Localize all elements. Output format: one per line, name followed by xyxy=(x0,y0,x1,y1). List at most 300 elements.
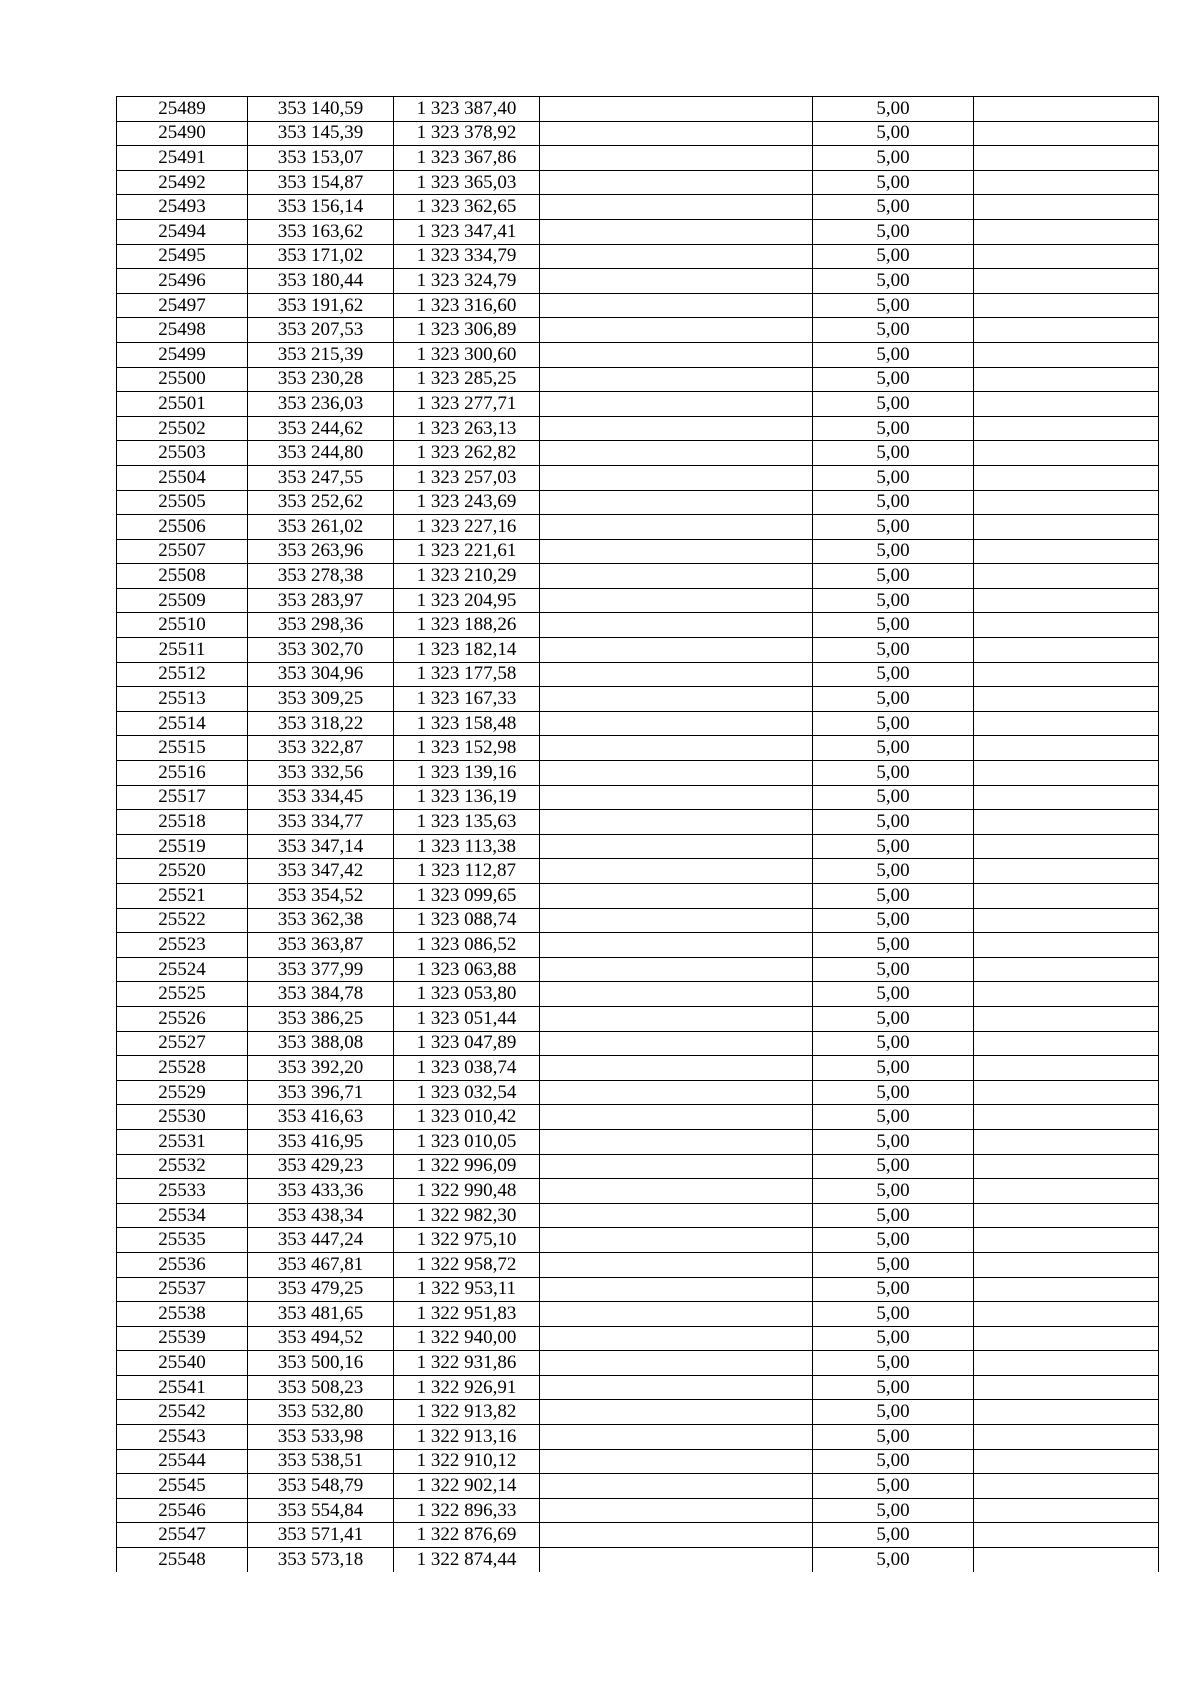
empty-cell xyxy=(974,1252,1159,1277)
value-cell: 5,00 xyxy=(813,1474,974,1499)
value-cell: 5,00 xyxy=(813,392,974,417)
y-coordinate-cell: 1 323 136,19 xyxy=(394,785,540,810)
y-coordinate-cell: 1 323 316,60 xyxy=(394,293,540,318)
y-coordinate-cell: 1 323 038,74 xyxy=(394,1056,540,1081)
point-number-cell: 25517 xyxy=(117,785,248,810)
value-cell: 5,00 xyxy=(813,318,974,343)
value-cell: 5,00 xyxy=(813,1498,974,1523)
table-row xyxy=(117,293,1159,318)
point-number-cell: 25505 xyxy=(117,490,248,515)
value-cell: 5,00 xyxy=(813,1129,974,1154)
point-number-cell: 25530 xyxy=(117,1105,248,1130)
point-number-cell: 25515 xyxy=(117,736,248,761)
empty-cell xyxy=(540,1498,813,1523)
table-row xyxy=(117,121,1159,146)
empty-cell xyxy=(974,1400,1159,1425)
y-coordinate-cell: 1 322 996,09 xyxy=(394,1154,540,1179)
x-coordinate-cell: 353 145,39 xyxy=(248,121,394,146)
empty-cell xyxy=(540,1302,813,1327)
x-coordinate-cell: 353 500,16 xyxy=(248,1351,394,1376)
point-number-cell: 25542 xyxy=(117,1400,248,1425)
empty-cell xyxy=(974,539,1159,564)
y-coordinate-cell: 1 323 167,33 xyxy=(394,687,540,712)
value-cell: 5,00 xyxy=(813,1548,974,1572)
table-row xyxy=(117,662,1159,687)
empty-cell xyxy=(540,662,813,687)
empty-cell xyxy=(974,613,1159,638)
point-number-cell: 25498 xyxy=(117,318,248,343)
y-coordinate-cell: 1 323 047,89 xyxy=(394,1031,540,1056)
value-cell: 5,00 xyxy=(813,244,974,269)
y-coordinate-cell: 1 323 277,71 xyxy=(394,392,540,417)
y-coordinate-cell: 1 323 135,63 xyxy=(394,810,540,835)
value-cell: 5,00 xyxy=(813,884,974,909)
empty-cell xyxy=(540,834,813,859)
empty-cell xyxy=(540,1523,813,1548)
y-coordinate-cell: 1 323 010,05 xyxy=(394,1129,540,1154)
empty-cell xyxy=(974,957,1159,982)
y-coordinate-cell: 1 322 876,69 xyxy=(394,1523,540,1548)
y-coordinate-cell: 1 323 204,95 xyxy=(394,588,540,613)
x-coordinate-cell: 353 298,36 xyxy=(248,613,394,638)
empty-cell xyxy=(540,465,813,490)
value-cell: 5,00 xyxy=(813,1056,974,1081)
empty-cell xyxy=(540,711,813,736)
y-coordinate-cell: 1 323 158,48 xyxy=(394,711,540,736)
empty-cell xyxy=(974,1080,1159,1105)
point-number-cell: 25527 xyxy=(117,1031,248,1056)
table-row xyxy=(117,515,1159,540)
empty-cell xyxy=(540,982,813,1007)
empty-cell xyxy=(974,293,1159,318)
table-row xyxy=(117,392,1159,417)
x-coordinate-cell: 353 347,14 xyxy=(248,834,394,859)
table-row xyxy=(117,1523,1159,1548)
point-number-cell: 25524 xyxy=(117,957,248,982)
x-coordinate-cell: 353 283,97 xyxy=(248,588,394,613)
y-coordinate-cell: 1 322 910,12 xyxy=(394,1449,540,1474)
y-coordinate-cell: 1 322 913,82 xyxy=(394,1400,540,1425)
table-row xyxy=(117,219,1159,244)
empty-cell xyxy=(540,170,813,195)
value-cell: 5,00 xyxy=(813,736,974,761)
empty-cell xyxy=(540,736,813,761)
x-coordinate-cell: 353 392,20 xyxy=(248,1056,394,1081)
x-coordinate-cell: 353 252,62 xyxy=(248,490,394,515)
point-number-cell: 25545 xyxy=(117,1474,248,1499)
empty-cell xyxy=(540,588,813,613)
y-coordinate-cell: 1 323 243,69 xyxy=(394,490,540,515)
y-coordinate-cell: 1 323 362,65 xyxy=(394,195,540,220)
table-row xyxy=(117,1326,1159,1351)
point-number-cell: 25528 xyxy=(117,1056,248,1081)
value-cell: 5,00 xyxy=(813,1228,974,1253)
y-coordinate-cell: 1 323 257,03 xyxy=(394,465,540,490)
empty-cell xyxy=(974,810,1159,835)
value-cell: 5,00 xyxy=(813,146,974,171)
empty-cell xyxy=(974,318,1159,343)
empty-cell xyxy=(540,1006,813,1031)
y-coordinate-cell: 1 323 300,60 xyxy=(394,342,540,367)
table-row xyxy=(117,195,1159,220)
table-row xyxy=(117,1031,1159,1056)
y-coordinate-cell: 1 322 896,33 xyxy=(394,1498,540,1523)
empty-cell xyxy=(540,367,813,392)
table-row xyxy=(117,1179,1159,1204)
table-row xyxy=(117,908,1159,933)
point-number-cell: 25509 xyxy=(117,588,248,613)
empty-cell xyxy=(974,687,1159,712)
y-coordinate-cell: 1 322 902,14 xyxy=(394,1474,540,1499)
empty-cell xyxy=(540,219,813,244)
x-coordinate-cell: 353 207,53 xyxy=(248,318,394,343)
point-number-cell: 25502 xyxy=(117,416,248,441)
empty-cell xyxy=(974,711,1159,736)
x-coordinate-cell: 353 153,07 xyxy=(248,146,394,171)
point-number-cell: 25548 xyxy=(117,1548,248,1572)
empty-cell xyxy=(540,195,813,220)
empty-cell xyxy=(974,97,1159,122)
x-coordinate-cell: 353 532,80 xyxy=(248,1400,394,1425)
table-row xyxy=(117,1056,1159,1081)
point-number-cell: 25513 xyxy=(117,687,248,712)
point-number-cell: 25501 xyxy=(117,392,248,417)
empty-cell xyxy=(974,1449,1159,1474)
point-number-cell: 25539 xyxy=(117,1326,248,1351)
empty-cell xyxy=(540,1375,813,1400)
empty-cell xyxy=(974,121,1159,146)
y-coordinate-cell: 1 323 210,29 xyxy=(394,564,540,589)
point-number-cell: 25543 xyxy=(117,1425,248,1450)
empty-cell xyxy=(974,515,1159,540)
y-coordinate-cell: 1 323 152,98 xyxy=(394,736,540,761)
empty-cell xyxy=(540,687,813,712)
x-coordinate-cell: 353 191,62 xyxy=(248,293,394,318)
empty-cell xyxy=(974,1056,1159,1081)
x-coordinate-cell: 353 334,77 xyxy=(248,810,394,835)
value-cell: 5,00 xyxy=(813,859,974,884)
value-cell: 5,00 xyxy=(813,687,974,712)
point-number-cell: 25535 xyxy=(117,1228,248,1253)
value-cell: 5,00 xyxy=(813,982,974,1007)
y-coordinate-cell: 1 322 975,10 xyxy=(394,1228,540,1253)
value-cell: 5,00 xyxy=(813,810,974,835)
empty-cell xyxy=(540,515,813,540)
empty-cell xyxy=(974,1154,1159,1179)
empty-cell xyxy=(540,1548,813,1572)
value-cell: 5,00 xyxy=(813,1375,974,1400)
x-coordinate-cell: 353 467,81 xyxy=(248,1252,394,1277)
point-number-cell: 25519 xyxy=(117,834,248,859)
table-row xyxy=(117,884,1159,909)
empty-cell xyxy=(974,982,1159,1007)
table-row xyxy=(117,736,1159,761)
value-cell: 5,00 xyxy=(813,785,974,810)
y-coordinate-cell: 1 323 112,87 xyxy=(394,859,540,884)
empty-cell xyxy=(540,785,813,810)
point-number-cell: 25496 xyxy=(117,269,248,294)
point-number-cell: 25546 xyxy=(117,1498,248,1523)
y-coordinate-cell: 1 322 990,48 xyxy=(394,1179,540,1204)
empty-cell xyxy=(540,539,813,564)
x-coordinate-cell: 353 334,45 xyxy=(248,785,394,810)
y-coordinate-cell: 1 322 951,83 xyxy=(394,1302,540,1327)
value-cell: 5,00 xyxy=(813,834,974,859)
table-row xyxy=(117,1203,1159,1228)
table-row xyxy=(117,761,1159,786)
empty-cell xyxy=(540,392,813,417)
empty-cell xyxy=(974,859,1159,884)
table-row xyxy=(117,933,1159,958)
x-coordinate-cell: 353 247,55 xyxy=(248,465,394,490)
x-coordinate-cell: 353 261,02 xyxy=(248,515,394,540)
empty-cell xyxy=(540,761,813,786)
table-row xyxy=(117,1548,1159,1572)
empty-cell xyxy=(974,1523,1159,1548)
point-number-cell: 25500 xyxy=(117,367,248,392)
point-number-cell: 25497 xyxy=(117,293,248,318)
table-row xyxy=(117,810,1159,835)
value-cell: 5,00 xyxy=(813,269,974,294)
x-coordinate-cell: 353 140,59 xyxy=(248,97,394,122)
x-coordinate-cell: 353 244,80 xyxy=(248,441,394,466)
x-coordinate-cell: 353 416,95 xyxy=(248,1129,394,1154)
point-number-cell: 25512 xyxy=(117,662,248,687)
table-row xyxy=(117,1449,1159,1474)
empty-cell xyxy=(540,1425,813,1450)
x-coordinate-cell: 353 180,44 xyxy=(248,269,394,294)
empty-cell xyxy=(974,933,1159,958)
y-coordinate-cell: 1 323 378,92 xyxy=(394,121,540,146)
y-coordinate-cell: 1 322 940,00 xyxy=(394,1326,540,1351)
empty-cell xyxy=(540,1449,813,1474)
point-number-cell: 25522 xyxy=(117,908,248,933)
empty-cell xyxy=(540,1129,813,1154)
x-coordinate-cell: 353 354,52 xyxy=(248,884,394,909)
table-row xyxy=(117,1400,1159,1425)
point-number-cell: 25514 xyxy=(117,711,248,736)
empty-cell xyxy=(974,785,1159,810)
empty-cell xyxy=(974,1105,1159,1130)
x-coordinate-cell: 353 236,03 xyxy=(248,392,394,417)
point-number-cell: 25531 xyxy=(117,1129,248,1154)
y-coordinate-cell: 1 322 953,11 xyxy=(394,1277,540,1302)
empty-cell xyxy=(974,195,1159,220)
empty-cell xyxy=(540,613,813,638)
x-coordinate-cell: 353 215,39 xyxy=(248,342,394,367)
y-coordinate-cell: 1 322 926,91 xyxy=(394,1375,540,1400)
empty-cell xyxy=(540,244,813,269)
point-number-cell: 25510 xyxy=(117,613,248,638)
y-coordinate-cell: 1 322 874,44 xyxy=(394,1548,540,1572)
table-row xyxy=(117,1154,1159,1179)
table-row xyxy=(117,1228,1159,1253)
value-cell: 5,00 xyxy=(813,539,974,564)
empty-cell xyxy=(974,170,1159,195)
x-coordinate-cell: 353 548,79 xyxy=(248,1474,394,1499)
y-coordinate-cell: 1 323 113,38 xyxy=(394,834,540,859)
empty-cell xyxy=(974,761,1159,786)
table-row xyxy=(117,957,1159,982)
x-coordinate-cell: 353 309,25 xyxy=(248,687,394,712)
table-row xyxy=(117,539,1159,564)
empty-cell xyxy=(974,884,1159,909)
table-row xyxy=(117,1006,1159,1031)
value-cell: 5,00 xyxy=(813,588,974,613)
y-coordinate-cell: 1 323 387,40 xyxy=(394,97,540,122)
x-coordinate-cell: 353 447,24 xyxy=(248,1228,394,1253)
value-cell: 5,00 xyxy=(813,490,974,515)
y-coordinate-cell: 1 323 285,25 xyxy=(394,367,540,392)
x-coordinate-cell: 353 363,87 xyxy=(248,933,394,958)
value-cell: 5,00 xyxy=(813,662,974,687)
empty-cell xyxy=(974,1203,1159,1228)
point-number-cell: 25526 xyxy=(117,1006,248,1031)
table-row xyxy=(117,982,1159,1007)
x-coordinate-cell: 353 388,08 xyxy=(248,1031,394,1056)
value-cell: 5,00 xyxy=(813,1326,974,1351)
x-coordinate-cell: 353 438,34 xyxy=(248,1203,394,1228)
empty-cell xyxy=(974,269,1159,294)
table-row xyxy=(117,564,1159,589)
empty-cell xyxy=(974,392,1159,417)
point-number-cell: 25491 xyxy=(117,146,248,171)
y-coordinate-cell: 1 323 188,26 xyxy=(394,613,540,638)
value-cell: 5,00 xyxy=(813,293,974,318)
table-row xyxy=(117,638,1159,663)
empty-cell xyxy=(974,736,1159,761)
value-cell: 5,00 xyxy=(813,613,974,638)
coordinates-table-body xyxy=(117,97,1159,1572)
x-coordinate-cell: 353 332,56 xyxy=(248,761,394,786)
empty-cell xyxy=(540,1351,813,1376)
y-coordinate-cell: 1 323 088,74 xyxy=(394,908,540,933)
value-cell: 5,00 xyxy=(813,97,974,122)
table-row xyxy=(117,1105,1159,1130)
point-number-cell: 25523 xyxy=(117,933,248,958)
empty-cell xyxy=(540,884,813,909)
y-coordinate-cell: 1 323 051,44 xyxy=(394,1006,540,1031)
table-row xyxy=(117,785,1159,810)
empty-cell xyxy=(540,318,813,343)
empty-cell xyxy=(540,441,813,466)
empty-cell xyxy=(974,1006,1159,1031)
point-number-cell: 25529 xyxy=(117,1080,248,1105)
y-coordinate-cell: 1 323 139,16 xyxy=(394,761,540,786)
x-coordinate-cell: 353 302,70 xyxy=(248,638,394,663)
empty-cell xyxy=(974,1228,1159,1253)
value-cell: 5,00 xyxy=(813,1105,974,1130)
table-row xyxy=(117,1080,1159,1105)
point-number-cell: 25534 xyxy=(117,1203,248,1228)
empty-cell xyxy=(974,662,1159,687)
table-row xyxy=(117,367,1159,392)
table-row xyxy=(117,1302,1159,1327)
empty-cell xyxy=(540,908,813,933)
empty-cell xyxy=(974,1302,1159,1327)
table-row xyxy=(117,146,1159,171)
x-coordinate-cell: 353 416,63 xyxy=(248,1105,394,1130)
value-cell: 5,00 xyxy=(813,711,974,736)
x-coordinate-cell: 353 278,38 xyxy=(248,564,394,589)
empty-cell xyxy=(974,638,1159,663)
x-coordinate-cell: 353 362,38 xyxy=(248,908,394,933)
empty-cell xyxy=(540,490,813,515)
empty-cell xyxy=(974,1548,1159,1572)
table-row xyxy=(117,1252,1159,1277)
value-cell: 5,00 xyxy=(813,342,974,367)
point-number-cell: 25536 xyxy=(117,1252,248,1277)
y-coordinate-cell: 1 323 182,14 xyxy=(394,638,540,663)
y-coordinate-cell: 1 323 262,82 xyxy=(394,441,540,466)
table-row xyxy=(117,244,1159,269)
empty-cell xyxy=(540,564,813,589)
point-number-cell: 25493 xyxy=(117,195,248,220)
value-cell: 5,00 xyxy=(813,441,974,466)
empty-cell xyxy=(974,1326,1159,1351)
table-row xyxy=(117,1351,1159,1376)
value-cell: 5,00 xyxy=(813,1179,974,1204)
point-number-cell: 25533 xyxy=(117,1179,248,1204)
x-coordinate-cell: 353 573,18 xyxy=(248,1548,394,1572)
table-row xyxy=(117,490,1159,515)
table-row xyxy=(117,1474,1159,1499)
table-row xyxy=(117,711,1159,736)
value-cell: 5,00 xyxy=(813,195,974,220)
point-number-cell: 25518 xyxy=(117,810,248,835)
x-coordinate-cell: 353 508,23 xyxy=(248,1375,394,1400)
empty-cell xyxy=(974,1498,1159,1523)
empty-cell xyxy=(540,1326,813,1351)
x-coordinate-cell: 353 230,28 xyxy=(248,367,394,392)
x-coordinate-cell: 353 156,14 xyxy=(248,195,394,220)
empty-cell xyxy=(540,1031,813,1056)
y-coordinate-cell: 1 323 086,52 xyxy=(394,933,540,958)
empty-cell xyxy=(540,1400,813,1425)
table-row xyxy=(117,1498,1159,1523)
table-row xyxy=(117,170,1159,195)
empty-cell xyxy=(974,441,1159,466)
empty-cell xyxy=(540,859,813,884)
value-cell: 5,00 xyxy=(813,933,974,958)
x-coordinate-cell: 353 171,02 xyxy=(248,244,394,269)
value-cell: 5,00 xyxy=(813,1252,974,1277)
table-row xyxy=(117,318,1159,343)
empty-cell xyxy=(974,219,1159,244)
value-cell: 5,00 xyxy=(813,638,974,663)
value-cell: 5,00 xyxy=(813,761,974,786)
value-cell: 5,00 xyxy=(813,170,974,195)
value-cell: 5,00 xyxy=(813,121,974,146)
empty-cell xyxy=(540,1179,813,1204)
empty-cell xyxy=(540,1252,813,1277)
empty-cell xyxy=(540,933,813,958)
point-number-cell: 25537 xyxy=(117,1277,248,1302)
x-coordinate-cell: 353 429,23 xyxy=(248,1154,394,1179)
table-row xyxy=(117,613,1159,638)
x-coordinate-cell: 353 396,71 xyxy=(248,1080,394,1105)
x-coordinate-cell: 353 554,84 xyxy=(248,1498,394,1523)
x-coordinate-cell: 353 538,51 xyxy=(248,1449,394,1474)
value-cell: 5,00 xyxy=(813,1449,974,1474)
x-coordinate-cell: 353 322,87 xyxy=(248,736,394,761)
y-coordinate-cell: 1 323 365,03 xyxy=(394,170,540,195)
empty-cell xyxy=(540,1105,813,1130)
point-number-cell: 25540 xyxy=(117,1351,248,1376)
point-number-cell: 25508 xyxy=(117,564,248,589)
y-coordinate-cell: 1 323 324,79 xyxy=(394,269,540,294)
y-coordinate-cell: 1 323 221,61 xyxy=(394,539,540,564)
